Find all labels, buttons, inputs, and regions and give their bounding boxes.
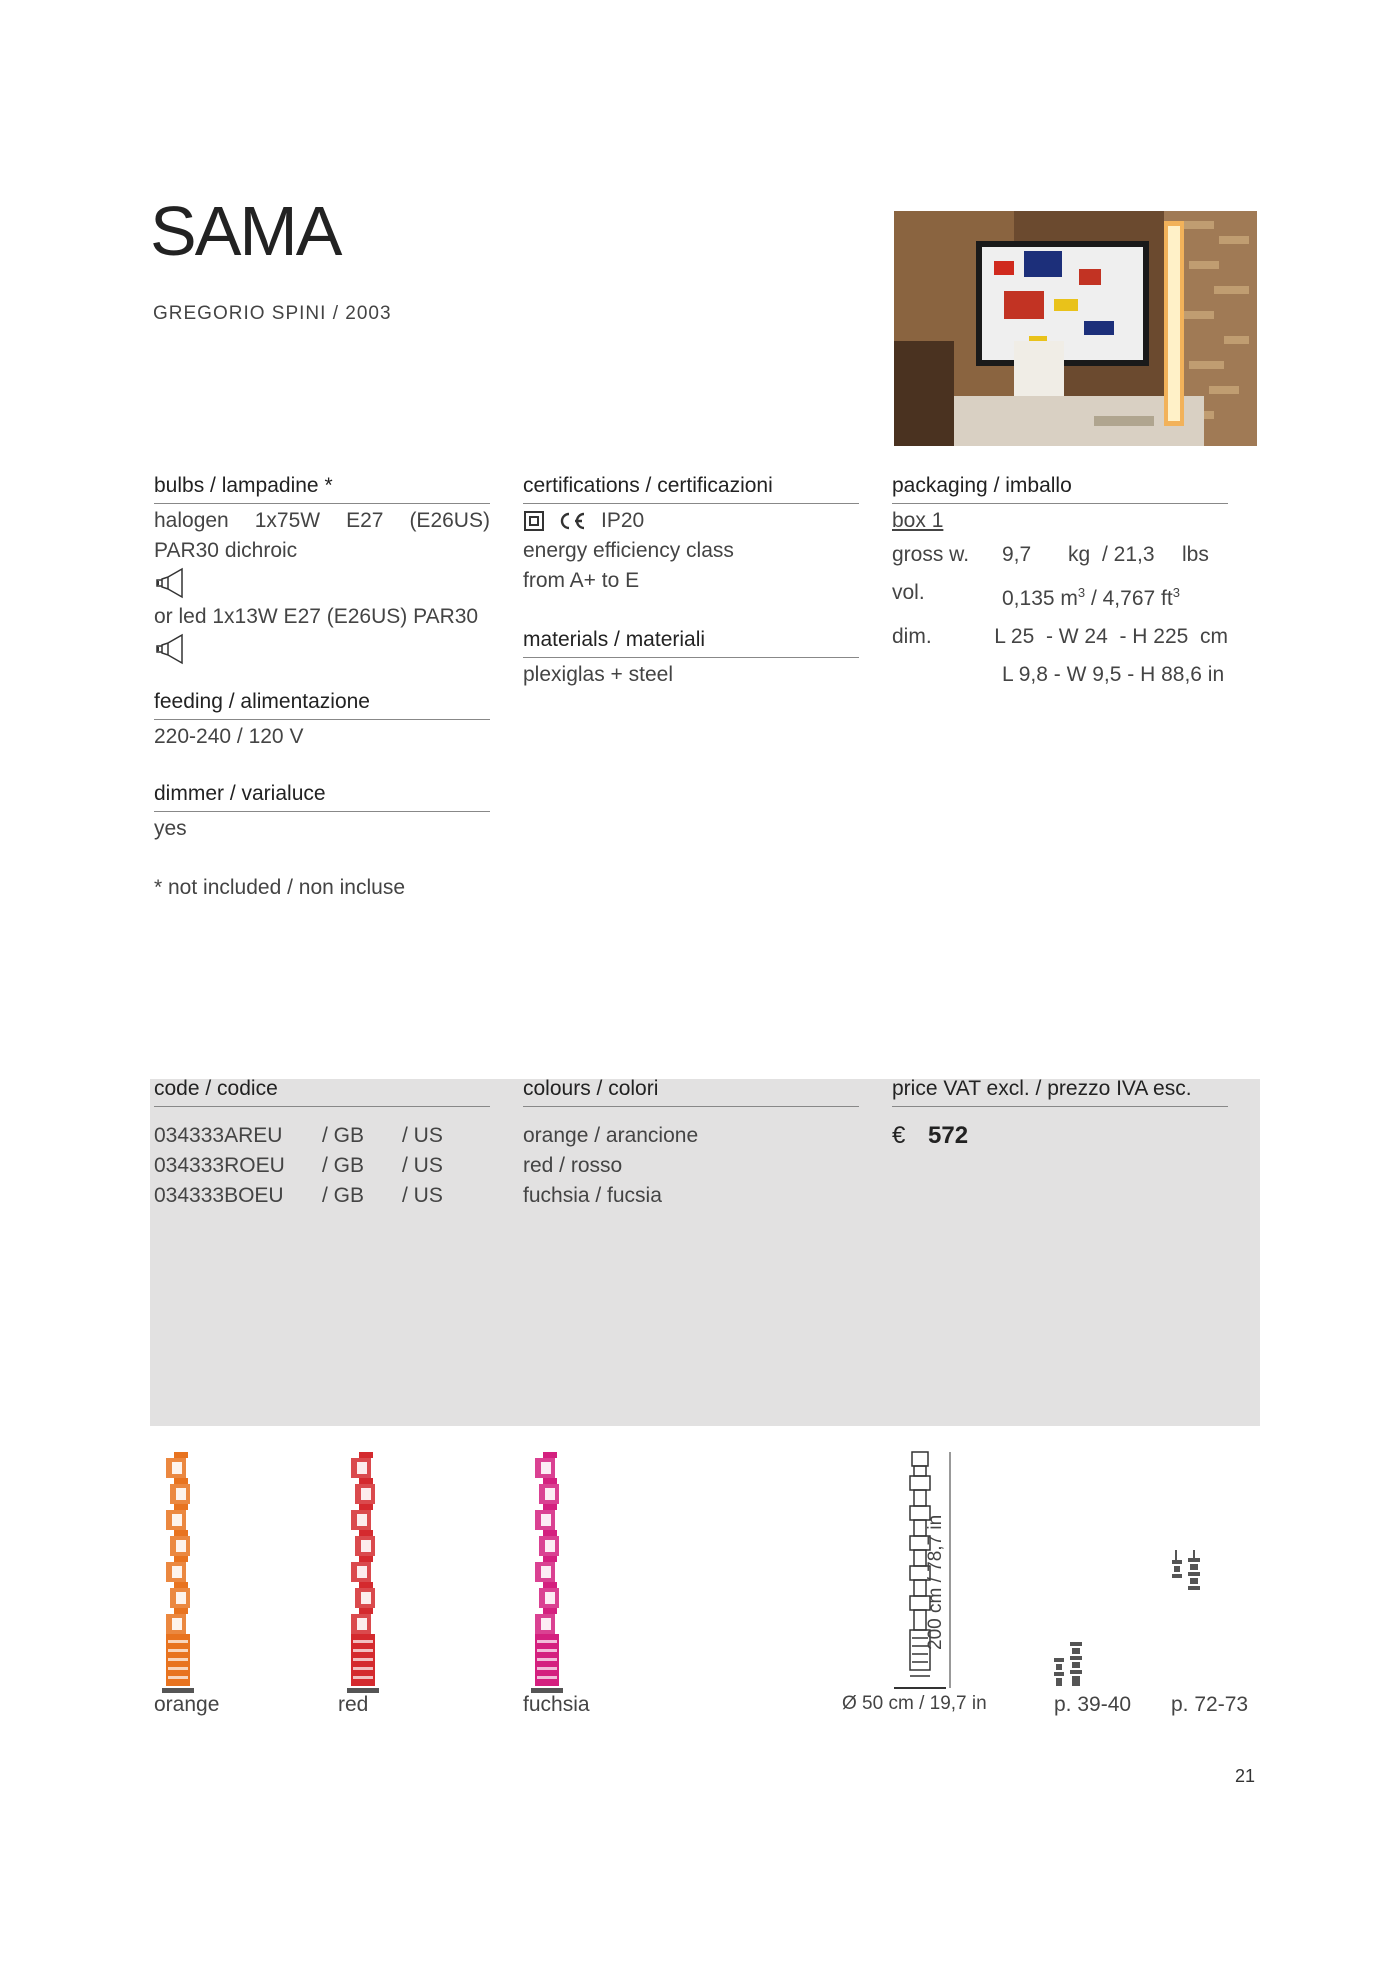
- code-gb: / GB: [322, 1184, 365, 1207]
- packaging-dim-row: [892, 618, 1228, 656]
- lamp-fuchsia-drawing: [529, 1450, 565, 1695]
- variant-label-red: red: [338, 1693, 369, 1716]
- dim-label: dim.: [892, 625, 932, 648]
- page-number: 21: [1234, 1766, 1255, 1786]
- code-us: / US: [402, 1124, 443, 1147]
- code-gb: / GB: [322, 1124, 365, 1147]
- price-row: [892, 1121, 1228, 1151]
- lamp-red-drawing: [345, 1450, 381, 1695]
- bulb-socket-us: (E26US): [409, 509, 490, 532]
- ambient-photo: [894, 211, 1257, 446]
- gross-unit-kg: kg: [1068, 543, 1091, 566]
- bulbs-heading: bulbs / lampadine *: [154, 474, 490, 504]
- packaging-section: [892, 474, 1228, 694]
- packaging-box: box 1: [892, 509, 944, 532]
- codes-heading: code / codice: [154, 1077, 490, 1107]
- price-value: 572: [928, 1122, 969, 1149]
- lamp-orange-drawing: [160, 1450, 196, 1695]
- code-row: [154, 1151, 490, 1181]
- packaging-gross-row: [892, 536, 1228, 574]
- price-currency: €: [892, 1122, 906, 1149]
- feeding-value: 220-240 / 120 V: [154, 725, 304, 748]
- bulb-socket: E27: [346, 509, 384, 532]
- bulb-type: halogen: [154, 509, 229, 532]
- packaging-heading: packaging / imballo: [892, 474, 1228, 504]
- ip-rating: IP20: [601, 509, 645, 532]
- height-dimension: 200 cm / 78,7 in: [925, 1514, 946, 1650]
- feeding-heading: feeding / alimentazione: [154, 690, 490, 720]
- ref-thumbnail-2: [1170, 1550, 1204, 1602]
- base-dimension: Ø 50 cm / 19,7 in: [842, 1693, 987, 1714]
- variant-label-fuchsia: fuchsia: [523, 1693, 590, 1716]
- ref-page-1: p. 39-40: [1054, 1693, 1132, 1716]
- bulbs-line3: or led 1x13W E27 (E26US) PAR30: [154, 605, 479, 628]
- code-value: 034333ROEU: [154, 1154, 285, 1177]
- code-row: [154, 1181, 490, 1211]
- price-section: [892, 1077, 1228, 1151]
- dim-in: L 9,8 - W 9,5 - H 88,6 in: [1002, 663, 1225, 686]
- bulb-power: 1x75W: [254, 509, 321, 532]
- spot-bulb-icon: [154, 566, 188, 600]
- ref-thumbnail-1: [1052, 1640, 1086, 1688]
- colour-row: red / rosso: [523, 1154, 623, 1177]
- colour-row: fuchsia / fucsia: [523, 1184, 662, 1207]
- packaging-dim-in-row: [892, 656, 1228, 694]
- vol-label: vol.: [892, 581, 925, 604]
- price-heading: price VAT excl. / prezzo IVA esc.: [892, 1077, 1228, 1107]
- energy-line2: from A+ to E: [523, 569, 640, 592]
- code-gb: / GB: [322, 1154, 365, 1177]
- colour-row: orange / arancione: [523, 1124, 699, 1147]
- product-designer: GREGORIO SPINI / 2003: [153, 303, 392, 324]
- ref-page-2: p. 72-73: [1171, 1693, 1249, 1716]
- product-title: SAMA: [150, 192, 341, 270]
- feeding-section: [154, 690, 490, 752]
- dimmer-section: [154, 782, 490, 844]
- gross-unit-lbs: lbs: [1182, 543, 1209, 566]
- packaging-vol-row: [892, 574, 1228, 618]
- code-value: 034333AREU: [154, 1124, 283, 1147]
- certifications-section: [523, 474, 859, 596]
- code-us: / US: [402, 1184, 443, 1207]
- bulbs-line2: PAR30 dichroic: [154, 539, 298, 562]
- colours-section: [523, 1077, 859, 1211]
- double-insulation-icon: [523, 510, 545, 532]
- bulbs-line1: [154, 506, 490, 536]
- materials-section: [523, 628, 859, 690]
- colours-heading: colours / colori: [523, 1077, 859, 1107]
- variant-label-orange: orange: [154, 1693, 220, 1716]
- materials-value: plexiglas + steel: [523, 663, 674, 686]
- bulbs-section: [154, 474, 490, 666]
- vol-value: 0,135 $m^3 / 4,767$ $ft^3$: [1002, 585, 1180, 610]
- materials-heading: materials / materiali: [523, 628, 859, 658]
- code-row: [154, 1121, 490, 1151]
- certifications-row: [523, 506, 859, 536]
- dim-cm: L 25 - W 24 - H 225 cm: [994, 625, 1228, 648]
- footnote: * not included / non incluse: [154, 876, 406, 899]
- energy-line1: energy efficiency class: [523, 539, 734, 562]
- spot-bulb-icon: [154, 632, 188, 666]
- gross-kg: 9,7: [1002, 543, 1032, 566]
- codes-section: [154, 1077, 490, 1211]
- code-us: / US: [402, 1154, 443, 1177]
- code-value: 034333BOEU: [154, 1184, 284, 1207]
- gross-lbs: / 21,3: [1102, 543, 1155, 566]
- certifications-heading: certifications / certificazioni: [523, 474, 859, 504]
- dimmer-heading: dimmer / varialuce: [154, 782, 490, 812]
- gross-label: gross w.: [892, 543, 970, 566]
- ce-mark-icon: [557, 510, 587, 532]
- dimmer-value: yes: [154, 817, 187, 840]
